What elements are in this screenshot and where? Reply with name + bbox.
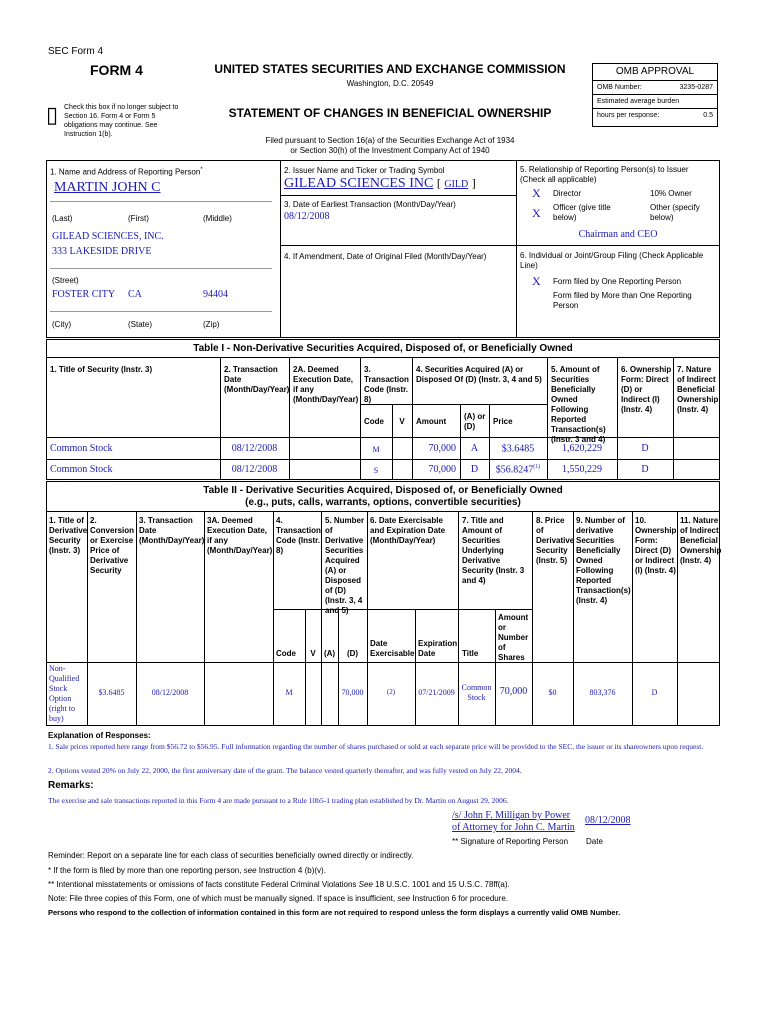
address-line-2: 333 LAKESIDE DRIVE (52, 246, 152, 257)
one-person-label: Form filed by One Reporting Person (553, 277, 682, 286)
zip-value: 94404 (203, 289, 228, 300)
note-3-see: see (397, 894, 411, 903)
ticker-close-bracket: ] (471, 176, 476, 190)
ticker-link[interactable]: GILD (444, 179, 469, 190)
form-title: FORM 4 (90, 62, 143, 78)
t1-header-owned: 5. Amount of Securities Beneficially Owned Following Reported Transaction(s) (Instr. 3 and 4) (551, 365, 606, 444)
agency-city: Washington, D.C. 20549 (346, 79, 434, 88)
filing-header: 6. Individual or Joint/Group Filing (Check Applicable Line) (520, 251, 704, 270)
street-label: (Street) (52, 276, 79, 285)
t2-row-owned: 803,376 (589, 688, 616, 697)
divider (50, 311, 272, 312)
divider (321, 511, 322, 726)
t1-header-nature: 7. Nature of Indirect Beneficial Ownership (Instr. 4) (677, 365, 719, 414)
t2-header-deemed: 3A. Deemed Execution Date, if any (Month/Day/Year) (207, 516, 273, 555)
t2-sub-title: Title (462, 649, 479, 658)
reporting-person-name-link[interactable]: MARTIN JOHN C (54, 180, 161, 195)
t1-row-2-title: Common Stock (50, 464, 113, 475)
earliest-transaction-date: 08/12/2008 (284, 211, 330, 222)
t2-sub-v: V (310, 649, 316, 658)
remarks-header: Remarks: (48, 780, 94, 791)
more-person-label: Form filed by More than One Reporting Person (553, 291, 692, 310)
omb-burden-label: Estimated average burden (597, 98, 680, 105)
omb-approval-box (592, 63, 718, 127)
omb-hours-value: 0.5 (703, 112, 713, 119)
divider (273, 609, 532, 610)
divider (280, 245, 720, 246)
divider (305, 609, 306, 726)
note-3-post: Instruction 6 for procedure. (410, 894, 509, 903)
t2-header-owned: 9. Number of derivative Securities Beneficially Owned Following Reported Transaction(s) (Instr. 4) (576, 516, 631, 605)
note-2-pre: ** Intentional misstatements or omissions of facts constitute Federal Criminal Violations (48, 880, 359, 889)
officer-mark: X (532, 206, 541, 220)
checkbox-text: Check this box if no longer subject to Section 16. Form 4 or Form 5 obligations may continue. See Instruction 1(b). (64, 104, 179, 138)
t2-header-price: 8. Price of Derivative Security (Instr. 5) (536, 516, 575, 565)
divider (50, 268, 272, 269)
t1-row-2-price-value: $56.8247 (495, 464, 534, 476)
omb-notice: Persons who respond to the collection of information contained in this form are not required to respond unless the form displays a currently valid OMB Number. (48, 908, 621, 917)
address-line-1: GILEAD SCIENCES, INC. (52, 231, 164, 242)
filed-line-1: Filed pursuant to Section 16(a) of the Securities Exchange Act of 1934 (265, 136, 515, 145)
signature-line-1[interactable]: /s/ John F. Milligan by Power (452, 810, 571, 821)
reminder-text: Reminder: Report on a separate line for each class of securities beneficially owned directly or indirectly. (48, 851, 414, 860)
relationship-sub-text: (Check all applicable) (520, 175, 597, 184)
divider (495, 609, 496, 726)
t2-sub-expiration: Expiration Date (418, 639, 458, 658)
t2-row-code: M (285, 688, 293, 697)
divider (617, 357, 618, 480)
ten-percent-owner-label: 10% Owner (650, 189, 692, 198)
note-copies (48, 894, 508, 903)
t2-sub-amount: Amount or Number of Shares (498, 613, 529, 662)
officer-title: Chairman and CEO (578, 229, 658, 240)
footnote-2: 2. Options vested 20% on July 22, 2000, the first anniversary date of the grant. The balance vested quarterly thereafter, and was fully vested on July 22, 2004. (48, 766, 522, 775)
t2-sub-d: (D) (346, 649, 359, 658)
first-label: (First) (128, 214, 149, 223)
divider (677, 511, 678, 726)
note-misstatements (48, 880, 510, 889)
statement-title: STATEMENT OF CHANGES IN BENEFICIAL OWNERSHIP (228, 106, 552, 120)
agency-title: UNITED STATES SECURITIES AND EXCHANGE COMMISSION (214, 62, 566, 76)
reporting-person-header (50, 167, 203, 177)
t2-row-underlying-amount: 70,000 (499, 686, 528, 697)
t1-header-form: 6. Ownership Form: Direct (D) or Indirect (I) (Instr. 4) (621, 365, 672, 414)
ticker-open-bracket: [ (436, 176, 441, 190)
divider (46, 511, 720, 512)
divider (338, 609, 339, 726)
t2-header-form: 10. Ownership Form: Direct (D) or Indirect (I) (Instr. 4) (635, 516, 677, 575)
divider (673, 357, 674, 480)
divider (50, 201, 272, 202)
footnote-1: 1. Sale prices reported here range from $56.72 to $56.95. Full information regarding the number of shares purchased or sold at each separate price will be provided to the SEC, the issuer or its shareowners upon request. (48, 742, 704, 751)
t1-row-2-date: 08/12/2008 (231, 464, 278, 475)
divider (392, 404, 393, 480)
t2-header-code: 4. Transaction Code (Instr. 8) (276, 516, 321, 555)
divider (412, 357, 413, 480)
omb-burden-row (593, 95, 717, 109)
signature-date[interactable]: 08/12/2008 (585, 815, 631, 826)
note-2-post: 18 U.S.C. 1001 and 15 U.S.C. 78ff(a). (372, 880, 510, 889)
divider (280, 195, 516, 196)
amendment-header: 4. If Amendment, Date of Original Filed (Month/Day/Year) (284, 252, 487, 261)
omb-number-label: OMB Number: (597, 84, 642, 91)
note-3-pre: Note: File three copies of this Form, one of which must be manually signed. If space is insufficient, (48, 894, 398, 903)
city-label: (City) (52, 320, 72, 329)
t1-header-date: 2. Transaction Date (Month/Day/Year) (224, 365, 290, 394)
relationship-header-text: 5. Relationship of Reporting Person(s) to Issuer (520, 165, 689, 174)
director-label: Director (553, 189, 582, 198)
officer-label: Officer (give title below) (553, 203, 611, 222)
signature-block (452, 810, 575, 834)
t1-sub-code: Code (364, 417, 384, 426)
relationship-header (520, 165, 716, 185)
divider (46, 357, 720, 358)
t1-row-1-amount: 70,000 (428, 443, 456, 454)
t1-header-code: 3. Transaction Code (Instr. 8) (364, 365, 409, 404)
t1-row-2-price (489, 464, 547, 475)
state-value: CA (128, 289, 142, 300)
divider (46, 459, 720, 460)
filed-pursuant (190, 136, 590, 156)
t1-row-1-title: Common Stock (50, 443, 113, 454)
issuer-header: 2. Issuer Name and Ticker or Trading Symbol (284, 166, 445, 175)
divider (516, 160, 517, 338)
t1-header-acquired: 4. Securities Acquired (A) or Disposed Of (D) (Instr. 3, 4 and 5) (416, 365, 542, 384)
divider (204, 511, 205, 726)
divider (46, 437, 720, 438)
t1-sub-price: Price (493, 417, 513, 426)
omb-number-row (593, 81, 717, 95)
t2-row-disposed: 70,000 (341, 688, 364, 697)
t2-sub-a: (A) (323, 649, 336, 658)
note-multiple-persons (48, 866, 326, 875)
issuer-name-row (284, 176, 476, 192)
t1-row-1-date: 08/12/2008 (231, 443, 278, 454)
state-label: (State) (128, 320, 153, 329)
t2-header-exercisable: 6. Date Exercisable and Expiration Date (Month/Day/Year) (370, 516, 446, 545)
no-longer-subject-checkbox[interactable]: ▯ (46, 102, 59, 127)
t1-row-1-form: D (641, 443, 649, 454)
reporting-person-footnote-star: * (200, 167, 203, 173)
issuer-name-link[interactable]: GILEAD SCIENCES INC (284, 176, 434, 191)
divider (46, 662, 720, 663)
t2-header-underlying: 7. Title and Amount of Securities Underlying Derivative Security (Instr. 3 and 4) (462, 516, 525, 585)
omb-hours-label: hours per response: (597, 112, 660, 119)
t2-header-nature: 11. Nature of Indirect Beneficial Ownership (Instr. 4) (680, 516, 722, 565)
date-label: Date (586, 837, 603, 846)
one-person-mark: X (532, 274, 541, 288)
table-2-title: Table II - Derivative Securities Acquired, Disposed of, or Beneficially Owned (203, 485, 563, 496)
divider (220, 357, 221, 480)
t1-row-2-owned: 1,550,229 (562, 464, 602, 475)
t2-header-date: 3. Transaction Date (Month/Day/Year) (139, 516, 205, 545)
divider (280, 160, 281, 338)
t1-row-2-price-footnote[interactable]: (1) (533, 464, 541, 470)
t1-row-2-code: S (373, 466, 379, 475)
t2-row-exercisable[interactable]: (2) (386, 688, 396, 696)
t2-row-deriv-price: $0 (548, 688, 557, 697)
divider (289, 357, 290, 480)
t1-row-1-owned: 1,620,229 (562, 443, 602, 454)
sec-form-label: SEC Form 4 (48, 46, 104, 57)
divider (360, 357, 361, 480)
t1-row-1-price-value: $3.6485 (501, 443, 535, 455)
note-1-pre: * If the form is filed by more than one reporting person, (48, 866, 244, 875)
t1-row-2-form: D (641, 464, 649, 475)
t2-row-price: $3.6485 (98, 688, 125, 697)
omb-hours-row (593, 109, 717, 122)
director-mark: X (532, 186, 541, 200)
t1-row-1-ad: A (470, 443, 479, 454)
t1-header-title: 1. Title of Security (Instr. 3) (50, 365, 153, 374)
reporting-person-header-text: 1. Name and Address of Reporting Person (50, 167, 201, 177)
divider (547, 357, 548, 480)
omb-number-value: 3235-0287 (679, 84, 713, 91)
t2-row-title: Non-Qualified Stock Option (right to buy) (49, 664, 80, 723)
t1-row-2-ad: D (470, 464, 479, 475)
city-value: FOSTER CITY (52, 289, 116, 300)
t2-sub-code: Code (276, 649, 296, 658)
filed-line-2: or Section 30(h) of the Investment Company Act of 1940 (290, 146, 490, 155)
divider (415, 609, 416, 726)
signature-label: ** Signature of Reporting Person (452, 837, 569, 846)
note-2-see: See (358, 880, 373, 889)
t2-row-form: D (651, 688, 658, 697)
t1-sub-amount: Amount (416, 417, 447, 426)
t1-sub-ad: (A) or (D) (464, 412, 486, 431)
t2-header-title: 1. Title of Derivative Security (Instr. 3) (49, 516, 88, 555)
table-2-subtitle: (e.g., puts, calls, warrants, options, convertible securities) (245, 497, 521, 508)
explanation-header: Explanation of Responses: (48, 731, 151, 740)
t1-sub-v: V (399, 417, 405, 426)
omb-title: OMB APPROVAL (593, 64, 717, 81)
t1-row-1-price (489, 443, 547, 454)
t2-header-number: 5. Number of Derivative Securities Acquired (A) or Disposed of (D) (Instr. 3, 4 and 5) (325, 516, 365, 615)
t1-row-2-amount: 70,000 (428, 464, 456, 475)
t2-header-conversion: 2. Conversion or Exercise Price of Derivative Security (90, 516, 135, 575)
t2-sub-exercisable: Date Exercisable (370, 639, 415, 658)
t2-row-expiration: 07/21/2009 (418, 688, 455, 697)
t1-header-deemed: 2A. Deemed Execution Date, if any (Month/Day/Year) (293, 365, 359, 404)
zip-label: (Zip) (203, 320, 220, 329)
note-1-post: Instruction 4 (b)(v). (256, 866, 326, 875)
earliest-transaction-header: 3. Date of Earliest Transaction (Month/Day/Year) (284, 200, 456, 209)
table-1-title: Table I - Non-Derivative Securities Acquired, Disposed of, or Beneficially Owned (193, 343, 573, 354)
t1-row-1-code: M (372, 445, 380, 454)
signature-line-2[interactable]: of Attorney for John C. Martin (452, 822, 575, 833)
middle-label: (Middle) (203, 214, 232, 223)
t2-row-underlying-title: Common Stock (461, 683, 492, 702)
table-2-title-block (46, 485, 720, 509)
remarks-text: The exercise and sale transactions reported in this Form 4 are made pursuant to a Rule 10b5-1 trading plan established by Dr. Martin on August 29, 2006. (48, 796, 509, 805)
t2-row-date: 08/12/2008 (151, 688, 189, 697)
note-1-see: see (243, 866, 257, 875)
last-label: (Last) (52, 214, 73, 223)
other-label: Other (specify below) (650, 203, 700, 222)
